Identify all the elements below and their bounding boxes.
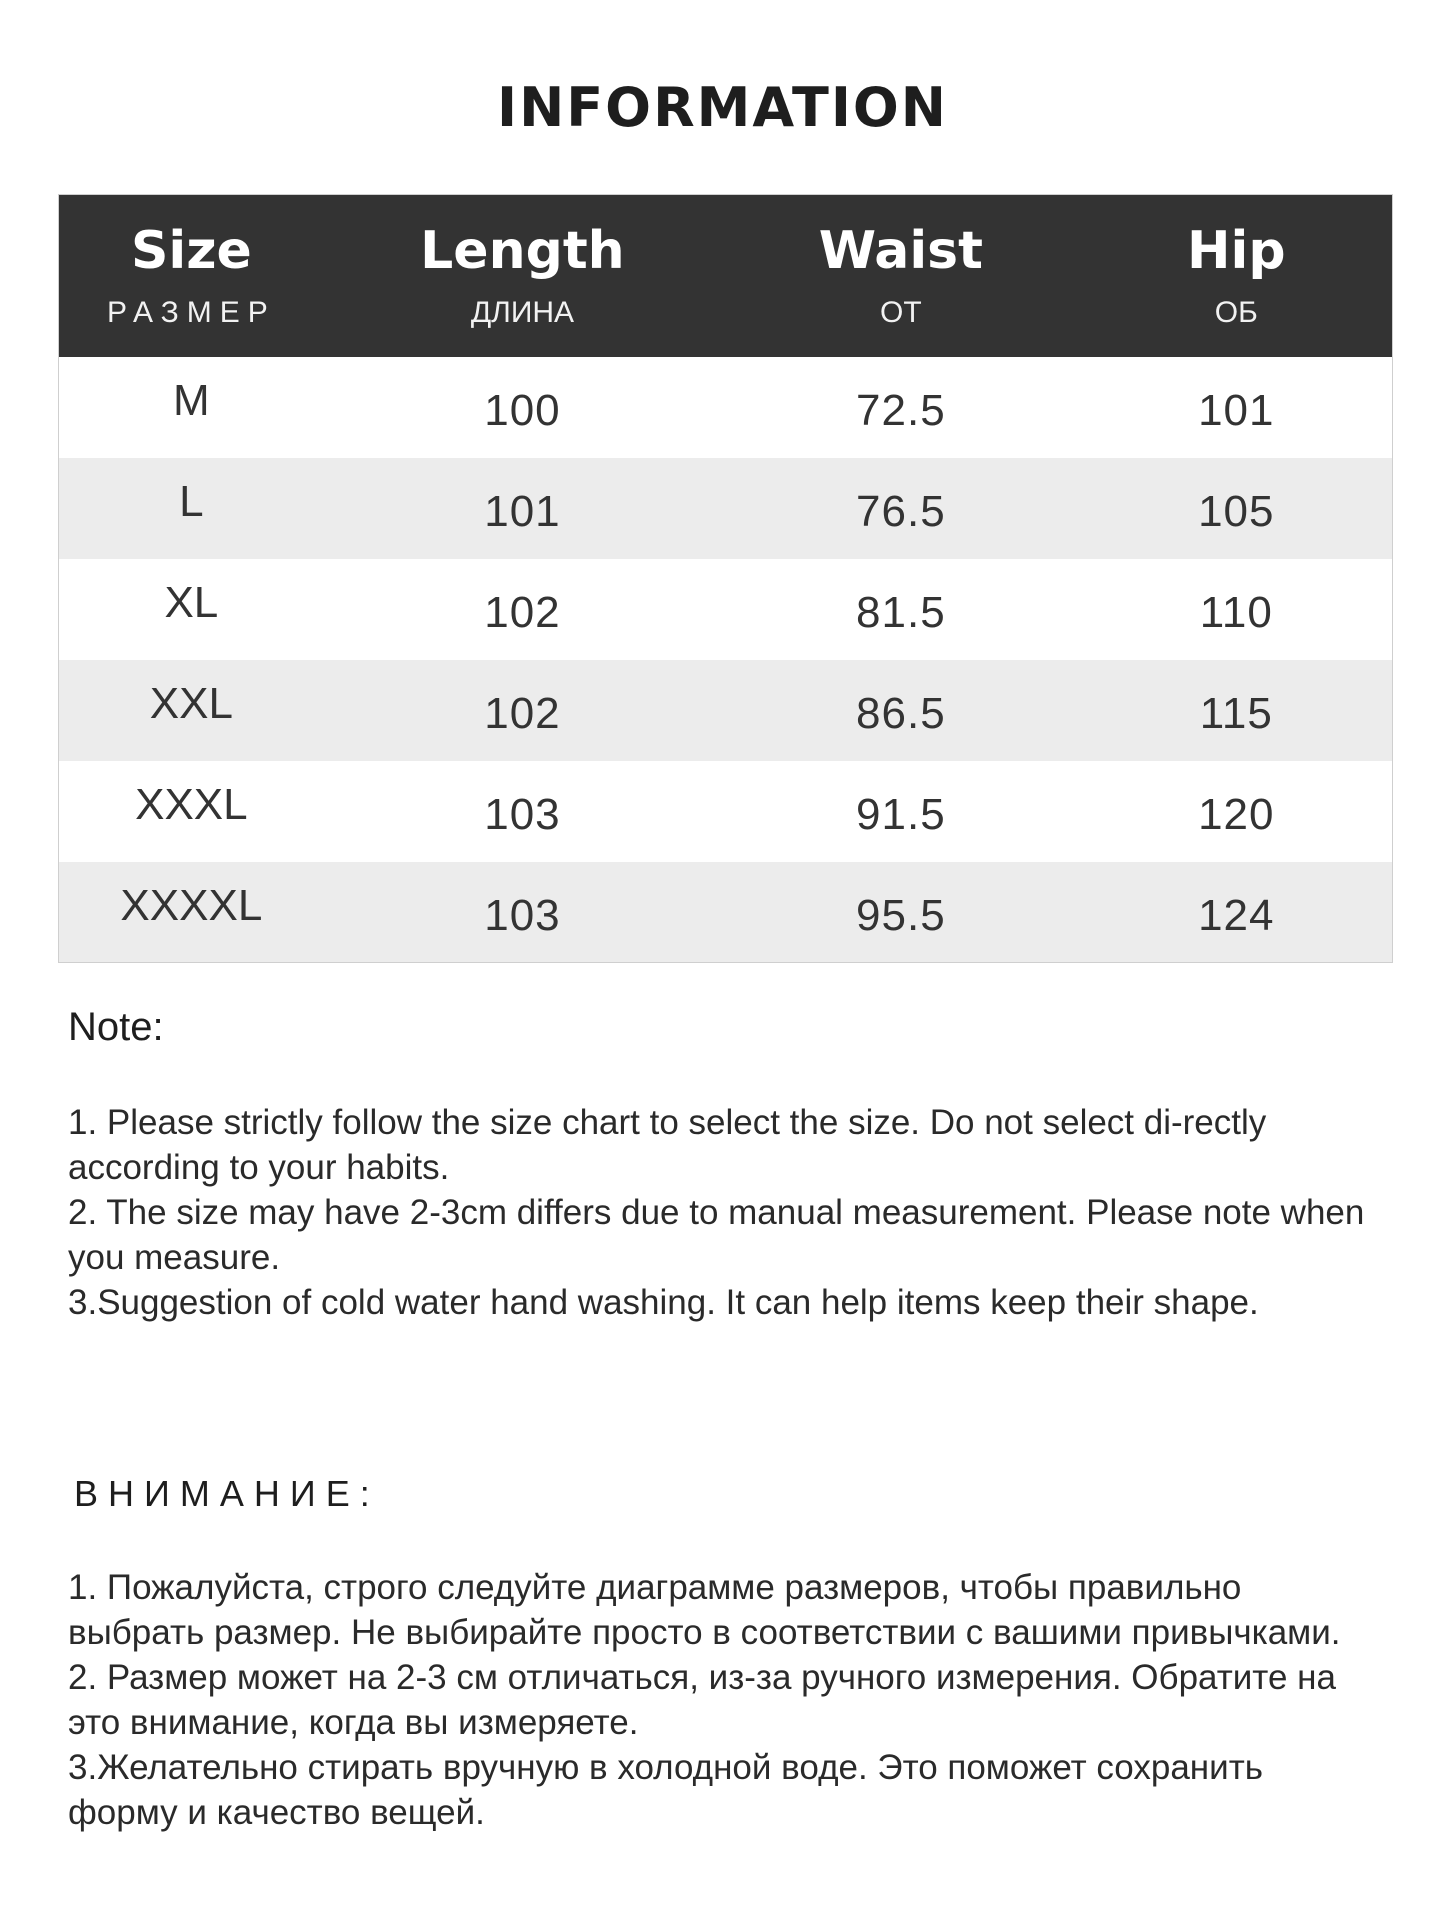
hip-cell: 120	[1198, 790, 1275, 839]
header-hip-en: Hip	[1187, 220, 1286, 281]
hip-cell: 105	[1198, 487, 1275, 536]
note-ru-section	[68, 1473, 1368, 1835]
size-cell: XXL	[149, 679, 233, 728]
length-cell: 101	[484, 487, 561, 536]
size-cell: XXXXL	[120, 880, 263, 930]
hip-cell: 115	[1199, 689, 1273, 738]
hip-cell: 124	[1198, 890, 1275, 940]
waist-cell: 86.5	[856, 689, 946, 738]
header-waist-ru: ОТ	[880, 295, 922, 329]
table-row	[59, 559, 1393, 660]
hip-cell: 101	[1198, 386, 1275, 435]
note-ru-item: 1. Пожалуйста, строго следуйте диаграмме размеров, чтобы правильно выбрать размер. Не выбирайте просто в соответствии с вашими привычками.	[68, 1568, 1341, 1652]
note-en-item: 2. The size may have 2-3cm differs due to manual measurement. Please note when you measure.	[68, 1193, 1365, 1277]
page-title: INFORMATION	[496, 76, 949, 139]
header-size	[59, 195, 324, 357]
table-row	[59, 660, 1393, 761]
table-header	[59, 195, 1393, 357]
table-row	[59, 357, 1393, 458]
note-en-section	[68, 1005, 1368, 1325]
size-cell: XXXL	[135, 780, 248, 829]
waist-cell: 76.5	[856, 487, 946, 536]
table-row	[59, 761, 1393, 862]
header-row	[59, 195, 1393, 357]
length-cell: 103	[484, 890, 561, 940]
table-row	[59, 862, 1393, 963]
header-length	[324, 195, 721, 357]
header-length-ru: ДЛИНА	[470, 295, 575, 329]
table-body	[59, 357, 1393, 963]
size-cell: XL	[164, 578, 219, 627]
length-cell: 102	[484, 588, 561, 637]
header-length-en: Length	[420, 220, 625, 281]
header-waist-en: Waist	[818, 220, 983, 281]
table-row	[59, 458, 1393, 559]
waist-cell: 81.5	[856, 588, 946, 637]
note-ru-title: ВНИМАНИЕ:	[74, 1473, 380, 1514]
note-ru-list	[68, 1565, 1368, 1835]
waist-cell: 72.5	[856, 386, 946, 435]
note-en-list	[68, 1100, 1368, 1325]
size-cell: M	[173, 376, 210, 425]
header-size-en: Size	[130, 220, 252, 281]
header-waist	[721, 195, 1080, 357]
header-hip	[1081, 195, 1393, 357]
note-en-item: 3.Suggestion of cold water hand washing. It can help items keep their shape.	[68, 1283, 1259, 1322]
header-size-ru: РАЗМЕР	[106, 295, 276, 329]
note-en-title: Note:	[68, 1005, 164, 1049]
header-hip-ru: ОБ	[1214, 295, 1258, 329]
waist-cell: 91.5	[856, 790, 946, 839]
size-chart-table	[58, 194, 1393, 963]
length-cell: 103	[484, 790, 561, 839]
size-cell: L	[179, 477, 204, 526]
waist-cell: 95.5	[856, 890, 946, 940]
note-ru-item: 2. Размер может на 2-3 см отличаться, из-за ручного измерения. Обратите на это внимание, когда вы измеряете.	[68, 1658, 1336, 1742]
length-cell: 102	[484, 689, 561, 738]
hip-cell: 110	[1199, 588, 1273, 637]
note-ru-item: 3.Желательно стирать вручную в холодной воде. Это поможет сохранить форму и качество вещей.	[68, 1748, 1263, 1832]
length-cell: 100	[484, 386, 561, 435]
note-en-item: 1. Please strictly follow the size chart to select the size. Do not select di-rectly according to your habits.	[68, 1103, 1267, 1187]
